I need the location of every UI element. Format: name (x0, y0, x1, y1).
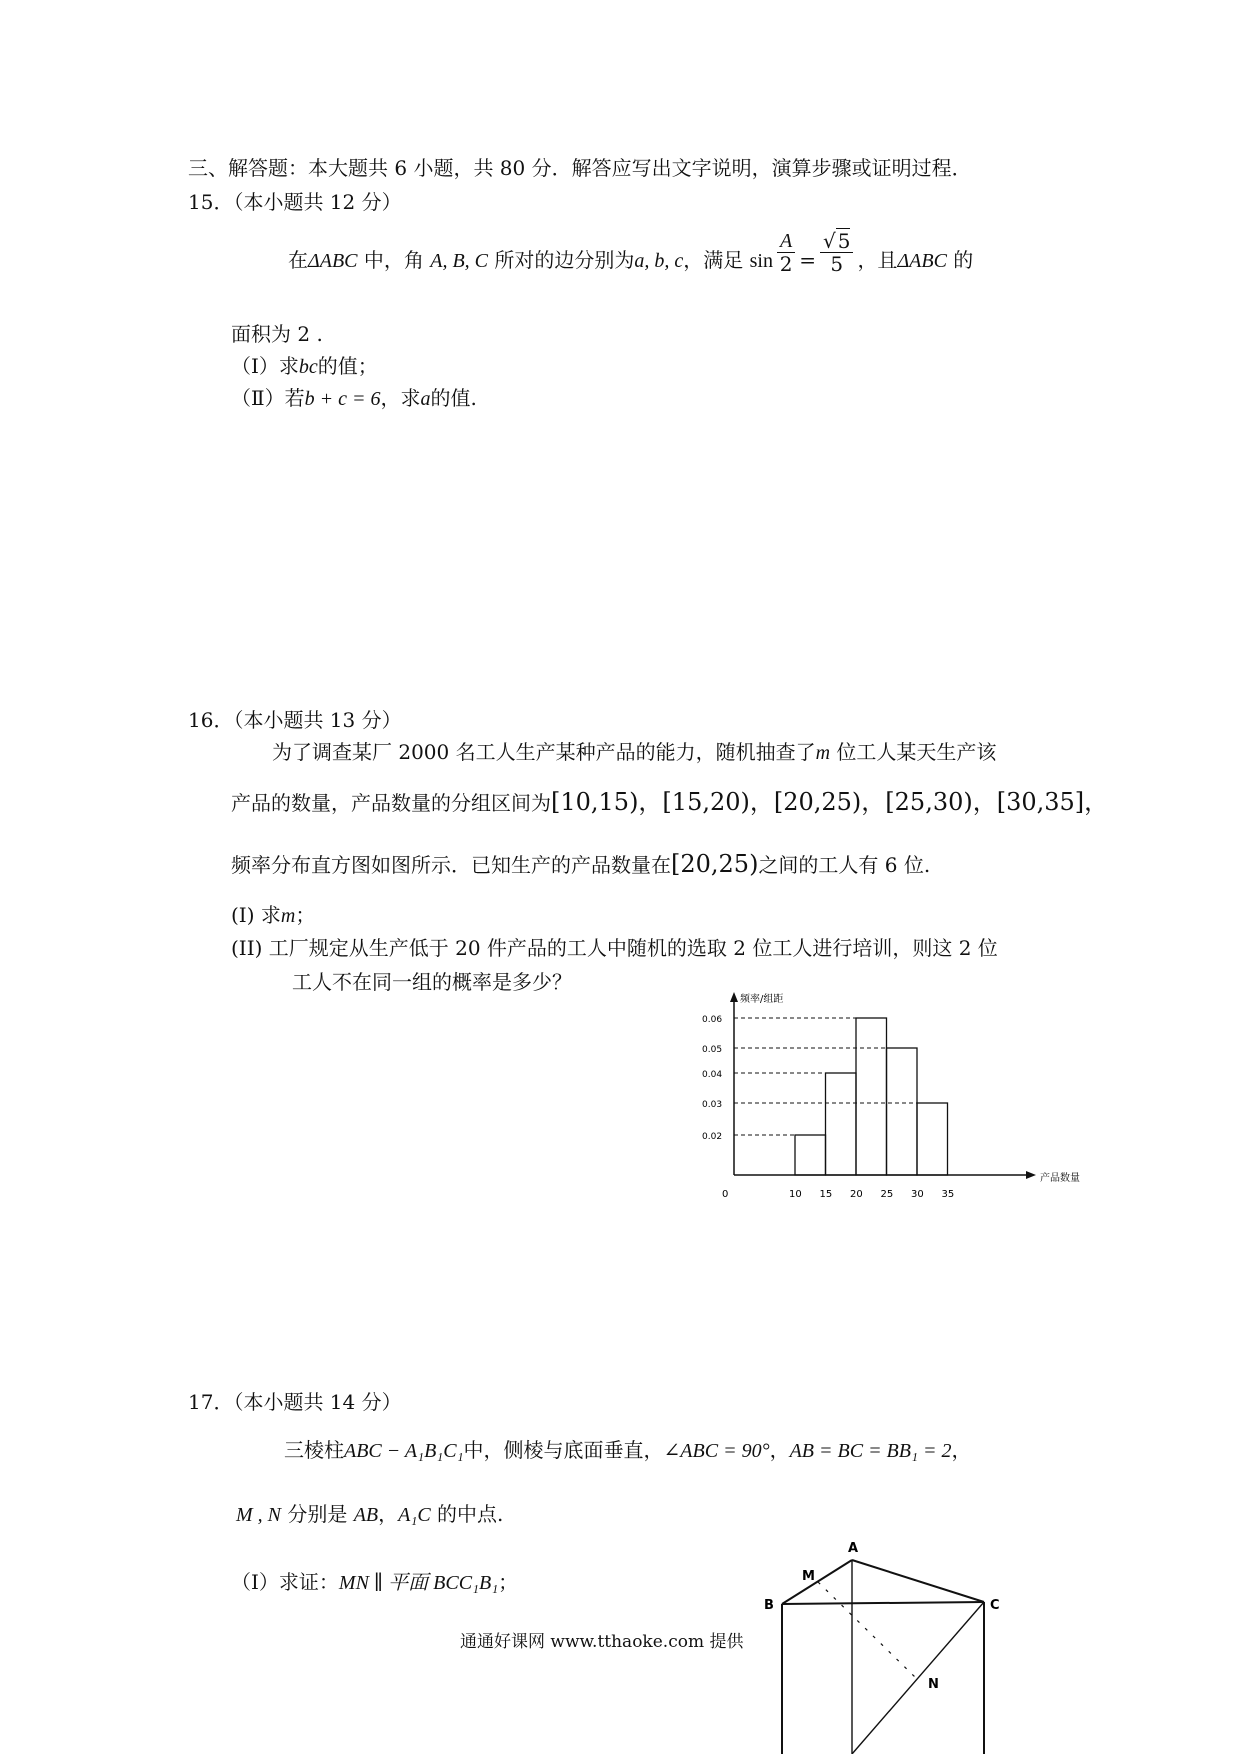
histogram-bar (826, 1073, 857, 1175)
q17-text: 的中点. (430, 1502, 504, 1526)
q16-interval: [20,25) (671, 850, 759, 878)
q16-var-m: m (280, 905, 296, 927)
q16-part2-line2: 工人不在同一组的概率是多少？ (292, 970, 572, 994)
q15-part1-text: 的值； (317, 354, 378, 378)
q15-part1-text: （Ⅰ）求 (231, 354, 299, 378)
q15-heading: 15．（本小题共 12 分） (188, 190, 402, 214)
q17-text: ， (951, 1438, 972, 1462)
q17-line1 (284, 1438, 971, 1463)
q15-triangle: ΔABC (897, 250, 947, 272)
y-tick-label: 0.05 (702, 1045, 723, 1055)
q15-text: 所对的边分别为 (488, 248, 635, 272)
q17-line2 (236, 1502, 503, 1527)
q15-text: 在 (288, 248, 308, 272)
q16-part1-text: (I) 求 (231, 903, 281, 927)
q17-part1 (231, 1570, 518, 1595)
q17-points: M , N (236, 1504, 281, 1526)
edge-bc (782, 1602, 984, 1604)
footer-watermark: 通通好课网 www.tthaoke.com 提供 (460, 1632, 744, 1652)
q17-part1-text: （Ⅰ）求证： (231, 1570, 339, 1594)
frac-numerator: A (777, 230, 795, 253)
segment-a1c (852, 1602, 984, 1754)
q15-text: ，且 (857, 248, 898, 272)
segment-mn (818, 1582, 918, 1680)
q16-text: 产品的数量，产品数量的分组区间为 (231, 791, 551, 815)
q16-text: 之间的工人有 6 位. (758, 853, 931, 877)
edge-ac (852, 1560, 984, 1602)
label-m: M (802, 1569, 815, 1584)
q16-text: 频率分布直方图如图所示．已知生产的产品数量在 (231, 853, 671, 877)
q16-line1 (272, 740, 996, 765)
x-tick-label: 20 (850, 1189, 863, 1200)
frac-denominator: 2 (779, 252, 793, 276)
frac-denominator: 5 (830, 252, 844, 276)
q15-text: 的 (946, 248, 974, 272)
q16-part1-text: ； (295, 903, 316, 927)
histogram-bar (856, 1018, 887, 1175)
y-tick-label: 0.04 (702, 1070, 723, 1080)
label-n: N (928, 1677, 939, 1692)
q16-text: 为了调查某厂 2000 名工人生产某种产品的能力，随机抽查了 (272, 740, 816, 764)
y-tick-label: 0.02 (702, 1132, 723, 1142)
q15-part2-text: ，求 (380, 386, 421, 410)
q15-triangle: ΔABC (308, 250, 358, 272)
q17-seg-ab: AB (353, 1504, 379, 1526)
x-tick-label: 30 (911, 1189, 924, 1200)
edge-ab (782, 1560, 852, 1604)
q15-part2 (231, 386, 477, 411)
q15-sides: a, b, c (634, 250, 684, 272)
q17-text: 中，侧棱与底面垂直， (463, 1438, 664, 1462)
x-tick-label: 35 (941, 1189, 955, 1200)
histogram-bar (795, 1135, 826, 1175)
q16-heading: 16．（本小题共 13 分） (188, 708, 402, 732)
histogram-bar (917, 1103, 948, 1175)
q17-angle: ∠ABC = 90° (663, 1440, 770, 1462)
q15-var-a: a (420, 388, 431, 410)
histogram-bar (887, 1048, 918, 1175)
q16-part2-line1: (II) 工厂规定从生产低于 20 件产品的工人中随机的选取 2 位工人进行培训，则这 2 位 (231, 936, 998, 960)
q15-frac-a2 (777, 230, 795, 275)
x-tick-label: 25 (880, 1189, 894, 1200)
y-tick-label: 0.03 (702, 1100, 723, 1110)
label-a: A (848, 1541, 859, 1556)
q15-text: ，满足 (683, 248, 744, 272)
prism-figure (760, 1530, 1010, 1754)
y-axis-arrow (730, 992, 738, 1002)
q15-sin: sin (749, 250, 773, 272)
q16-text: 位工人某天生产该 (830, 740, 997, 764)
x-tick-label: 0 (722, 1189, 729, 1200)
frequency-histogram (696, 990, 1080, 1210)
label-c: C (990, 1598, 1000, 1613)
q15-part2-text: （Ⅱ）若 (231, 386, 305, 410)
q15-text: 中，角 (357, 248, 431, 272)
q16-line3 (231, 852, 930, 877)
x-tick-label: 10 (789, 1189, 802, 1200)
q15-var-bc: bc (298, 356, 318, 378)
q17-text: 三棱柱 (284, 1438, 344, 1462)
sqrt-symbol: √ (822, 229, 836, 253)
q16-line2 (231, 790, 1108, 815)
q17-heading: 17．（本小题共 14 分） (188, 1390, 402, 1414)
q15-line2: 面积为 2 . (231, 322, 323, 346)
q15-frac-sqrt5 (820, 230, 853, 275)
q16-var-m: m (815, 742, 831, 764)
q15-part2-text: 的值. (430, 386, 477, 410)
sqrt-radicand: 5 (837, 229, 851, 253)
q15-angles: A, B, C (430, 250, 489, 272)
section-header: 三、解答题：本大题共 6 小题，共 80 分．解答应写出文字说明，演算步骤或证明过程． (188, 156, 972, 180)
q17-prism: ABC − A₁B₁C₁ (344, 1440, 464, 1462)
q15-part1 (231, 354, 378, 379)
q17-text: ， (378, 1502, 399, 1526)
q17-seg-a1c: A₁C (398, 1504, 431, 1526)
y-axis-label: 频率/组距 (740, 994, 784, 1005)
q16-intervals: [10,15)，[15,20)，[20,25)，[25,30)，[30,35]， (551, 788, 1109, 816)
x-axis-label: 产品数量 (1040, 1173, 1080, 1184)
q15-equals: = (799, 248, 816, 272)
q16-part1 (231, 903, 315, 928)
y-tick-label: 0.06 (702, 1015, 723, 1025)
q17-edge-eq: AB = BC = BB₁ = 2 (789, 1440, 952, 1462)
q17-text: 分别是 (281, 1502, 354, 1526)
q17-part1-text: ； (498, 1570, 519, 1594)
q17-text: ， (769, 1438, 790, 1462)
x-axis-arrow (1026, 1171, 1036, 1179)
q17-statement: MN ∥ 平面 BCC₁B₁ (338, 1572, 499, 1594)
q15-line1 (288, 229, 974, 276)
label-b: B (764, 1598, 774, 1613)
q15-eq-bc6: b + c = 6 (304, 388, 381, 410)
x-tick-label: 15 (819, 1189, 833, 1200)
